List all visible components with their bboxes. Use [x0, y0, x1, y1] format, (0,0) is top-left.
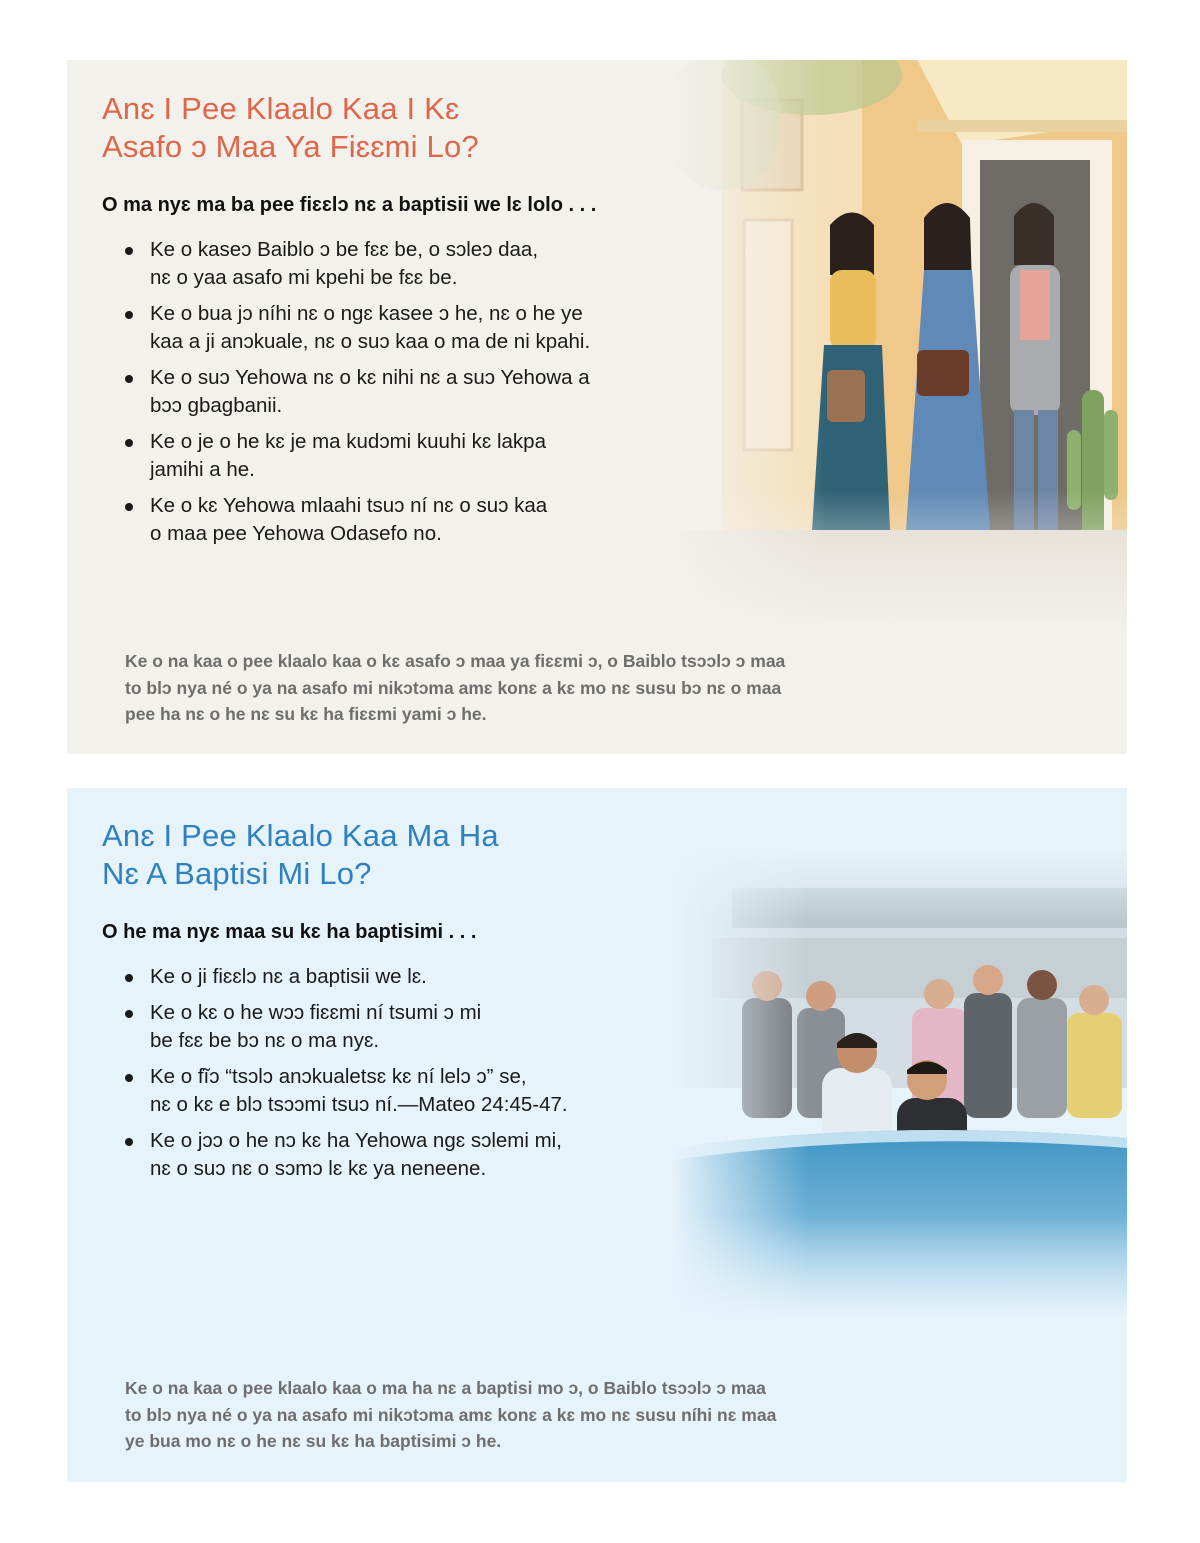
list-item-text: Ke o bua jɔ níhi nɛ o ngɛ kasee ɔ he, nɛ o he ye kaa a ji anɔkuale, nɛ o suɔ kaa o ma de ni kpahi. — [150, 302, 591, 353]
list-item-text: Ke o kɛ o he wɔɔ fiɛɛmi ní tsumi ɔ mi be fɛɛ be bɔ nɛ o ma nyɛ. — [150, 1001, 482, 1052]
list-item-text: Ke o je o he kɛ je ma kudɔmi kuuhi kɛ lakpa jamihi a he. — [150, 430, 546, 481]
list-item-text: Ke o kɛ Yehowa mlaahi tsuɔ ní nɛ o suɔ kaa o maa pee Yehowa Odasefo no. — [150, 494, 548, 545]
bullet-icon — [125, 1138, 133, 1146]
section-title-line-2: Nɛ A Baptisi Mi Lo? — [102, 856, 372, 891]
bullet-icon — [125, 1010, 133, 1018]
section-title-line-1: Anɛ I Pee Klaalo Kaa Ma Ha — [102, 818, 499, 853]
requirements-list — [125, 236, 665, 556]
section-title — [102, 817, 499, 893]
list-item — [125, 364, 665, 420]
baptism-illustration — [672, 848, 1127, 1318]
bullet-icon — [125, 311, 133, 319]
list-item — [125, 1127, 665, 1183]
ministry-readiness-panel — [67, 60, 1127, 754]
list-item — [125, 1063, 665, 1119]
list-item — [125, 999, 665, 1055]
list-item-text: Ke o fĩɔ “tsɔlɔ anɔkualetsɛ kɛ ní lelɔ ɔ” se, nɛ o kɛ e blɔ tsɔɔmi tsuɔ ní.—Mateo 24:45-47. — [150, 1065, 568, 1116]
section-title — [102, 90, 479, 166]
bullet-icon — [125, 1074, 133, 1082]
section-title-line-1: Anɛ I Pee Klaalo Kaa I Kɛ — [102, 91, 460, 126]
list-item — [125, 300, 665, 356]
list-item-text: Ke o suɔ Yehowa nɛ o kɛ nihi nɛ a suɔ Yehowa a bɔɔ gbagbanii. — [150, 366, 590, 417]
section-title-line-2: Asafo ɔ Maa Ya Fiɛɛmi Lo? — [102, 129, 479, 164]
requirements-list — [125, 963, 665, 1191]
list-item-text: Ke o ji fiɛɛlɔ nɛ a baptisii we lɛ. — [150, 965, 427, 988]
section-intro: O ma nyɛ ma ba pee fiɛɛlɔ nɛ a baptisii we lɛ lolo . . . — [102, 194, 597, 216]
section-note: Ke o na kaa o pee klaalo kaa o ma ha nɛ a baptisi mo ɔ, o Baiblo tsɔɔlɔ ɔ maa to blɔ nya né o ya na asafo mi nikɔtɔma amɛ konɛ a kɛ mo nɛ susu níhi nɛ maa ye bua mo nɛ o he nɛ su kɛ ha baptisimi ɔ he. — [125, 1378, 777, 1451]
list-item — [125, 428, 665, 484]
list-item-text: Ke o jɔɔ o he nɔ kɛ ha Yehowa ngɛ sɔlemi mi, nɛ o suɔ nɛ o sɔmɔ lɛ kɛ ya neneene. — [150, 1129, 562, 1180]
list-item — [125, 236, 665, 292]
bullet-icon — [125, 974, 133, 982]
door-to-door-illustration — [662, 60, 1127, 635]
baptism-readiness-panel — [67, 788, 1127, 1482]
bullet-icon — [125, 503, 133, 511]
section-intro: O he ma nyɛ maa su kɛ ha baptisimi . . . — [102, 921, 477, 943]
bullet-icon — [125, 247, 133, 255]
section-note: Ke o na kaa o pee klaalo kaa o kɛ asafo ɔ maa ya fiɛɛmi ɔ, o Baiblo tsɔɔlɔ ɔ maa to blɔ nya né o ya na asafo mi nikɔtɔma amɛ konɛ a kɛ mo nɛ susu bɔ nɛ o maa pee ha nɛ o he nɛ su kɛ ha fiɛɛmi yami ɔ he. — [125, 651, 786, 724]
list-item — [125, 963, 665, 991]
bullet-icon — [125, 439, 133, 447]
bullet-icon — [125, 375, 133, 383]
list-item-text: Ke o kaseɔ Baiblo ɔ be fɛɛ be, o sɔleɔ daa, nɛ o yaa asafo mi kpehi be fɛɛ be. — [150, 238, 539, 289]
list-item — [125, 492, 665, 548]
